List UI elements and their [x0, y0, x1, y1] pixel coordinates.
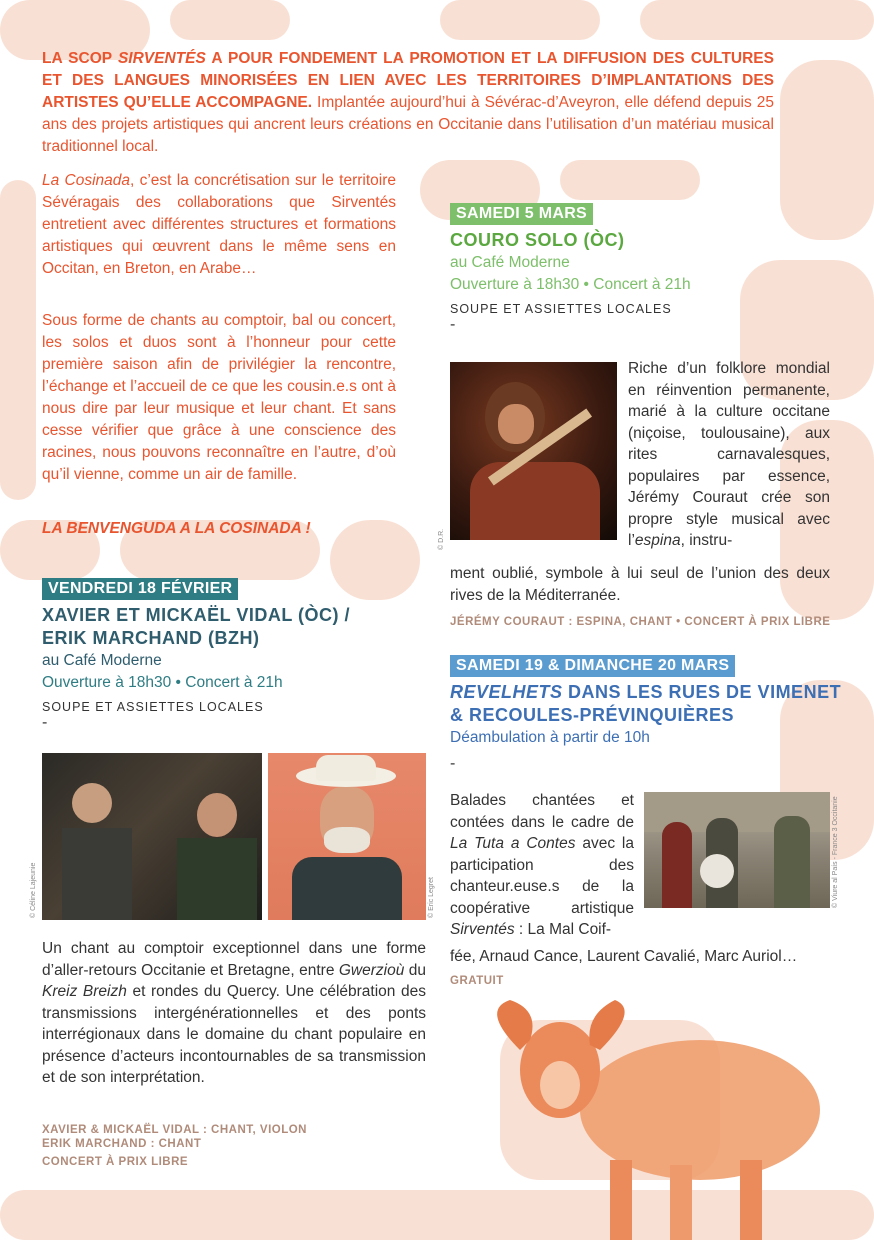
event3-description-bottom: fée, Arnaud Cance, Laurent Cavalié, Marc Auriol…: [450, 948, 798, 965]
cosinada-paragraph: [42, 170, 396, 280]
venue: au Café Moderne: [450, 254, 570, 271]
photo-credit-vidal: © Céline Lajeunie: [30, 862, 37, 918]
event-title-line2: ERIK MARCHAND (BZH): [42, 628, 260, 648]
photo-credit-revelhets: © Viure al País - France 3 Occitanie: [832, 796, 839, 908]
event-samedi-19: [450, 655, 850, 773]
event1-credits: [42, 1124, 426, 1168]
marchand-photo: [268, 753, 426, 920]
event2-description-top: Riche d’un folklore mondial en réinvention permanente, marié à la culture occitane (niçoise, toulousaine), aux rites carnavalesques, populaires par essence, Jérémy Couraut crée son propre style musical avec l’espina, instru-: [628, 360, 830, 549]
intro-bold-2: A POUR FONDEMENT LA PROMOTION ET LA DIFFUSION DES CULTURES ET DES LANGUES MINORISÉES EN LIEN AVEC LES TERRITOIRES D’IMPLANTATIONS DES ARTISTES QU’ELLE ACCOMPAGNE.: [42, 50, 774, 111]
couraut-photo: [450, 362, 617, 540]
event-title-line1: REVELHETS DANS LES RUES DE VIMENET: [450, 682, 842, 702]
event3-credit: GRATUIT: [450, 975, 504, 987]
event1-description: Un chant au comptoir exceptionnel dans une forme d’aller-retours Occitanie et Bretagne, entre Gwerzioù du Kreiz Breizh et rondes du Quercy. Une célébration des transmissions intergénérationnelles et des ponts interrégionaux dans le domaine du chant populaire en présence d’acteurs incontournables de sa transmission et de son interprétation.: [42, 940, 426, 1086]
credit-vidal: XAVIER & MICKAËL VIDAL : CHANT, VIOLON: [42, 1124, 307, 1136]
event2-description-bottom: ment oublié, symbole à lui seul de l’union des deux rives de la Méditerranée.: [450, 565, 830, 604]
revelhets-photo: [644, 792, 830, 908]
sheep-illustration: [450, 990, 830, 1240]
event-title: COURO SOLO (ÒC): [450, 230, 625, 250]
subtitle: Déambulation à partir de 10h: [450, 729, 650, 746]
forme-paragraph: Sous forme de chants au comptoir, bal ou concert, les solos et duos sont à l’honneur pour cette première saison afin de privilégier la rencontre, l’échange et l’accueil de ce que les cousin.e.s ont à nous dire par leur musique et leur chant. Et sans cesse vérifier que grâce à une conscience des racines, nous pouvons reconnaître en l’autre, d’où qu’il vienne, comme un air de famille.: [42, 312, 396, 483]
vidal-photo: [42, 753, 262, 920]
cosinada-rest: , c’est la concrétisation sur le territoire Sévéragais des collaborations que Sirventés entretient avec différentes structures et formations artistiques qui œuvrent dans le même sens en Occitan, en Breton, en Arabe…: [42, 172, 396, 277]
separator-dash: -: [450, 316, 456, 333]
event-samedi-5: [450, 203, 830, 334]
venue: au Café Moderne: [42, 652, 162, 669]
event-title-line2: & RECOULES-PRÉVINQUIÈRES: [450, 705, 735, 725]
event-title-line1: XAVIER ET MICKAËL VIDAL (ÒC) /: [42, 605, 351, 625]
hours: Ouverture à 18h30 • Concert à 21h: [42, 674, 283, 691]
food-note: SOUPE ET ASSIETTES LOCALES: [42, 700, 264, 714]
cosinada-italic: La Cosinada: [42, 172, 131, 189]
intro-bold-italic: SIRVENTÉS: [117, 50, 206, 67]
event-vendredi: [42, 578, 442, 732]
photo-credit-couraut: © D.R.: [438, 528, 445, 550]
intro-bold-1: LA SCOP: [42, 50, 118, 67]
intro-regular: Implantée aujourd’hui à Sévérac-d’Aveyron, elle défend depuis 25 ans des projets artistiques qui ancrent leurs créations en Occitanie dans l’utilisation d’un matériau musical traditionnel local.: [42, 94, 774, 155]
date-tag: SAMEDI 5 MARS: [450, 203, 593, 225]
separator-dash: -: [450, 755, 456, 772]
event3-description-top: Balades chantées et contées dans le cadre de La Tuta a Contes avec la participation des chanteur.euse.s de la coopérative artistique Sirventés : La Mal Coif-: [450, 792, 634, 938]
date-tag: SAMEDI 19 & DIMANCHE 20 MARS: [450, 655, 735, 677]
welcome-line: LA BENVENGUDA A LA COSINADA !: [42, 520, 311, 537]
event2-credit: JÉRÉMY COURAUT : ESPINA, CHANT • CONCERT À PRIX LIBRE: [450, 616, 831, 628]
price-note: CONCERT À PRIX LIBRE: [42, 1156, 189, 1168]
photo-credit-marchand: © Eric Legret: [428, 877, 435, 918]
date-tag: VENDREDI 18 FÉVRIER: [42, 578, 238, 600]
hours: Ouverture à 18h30 • Concert à 21h: [450, 276, 691, 293]
food-note: SOUPE ET ASSIETTES LOCALES: [450, 302, 672, 316]
separator-dash: -: [42, 714, 48, 731]
intro-paragraph: [42, 48, 774, 158]
credit-marchand: ERIK MARCHAND : CHANT: [42, 1138, 202, 1150]
